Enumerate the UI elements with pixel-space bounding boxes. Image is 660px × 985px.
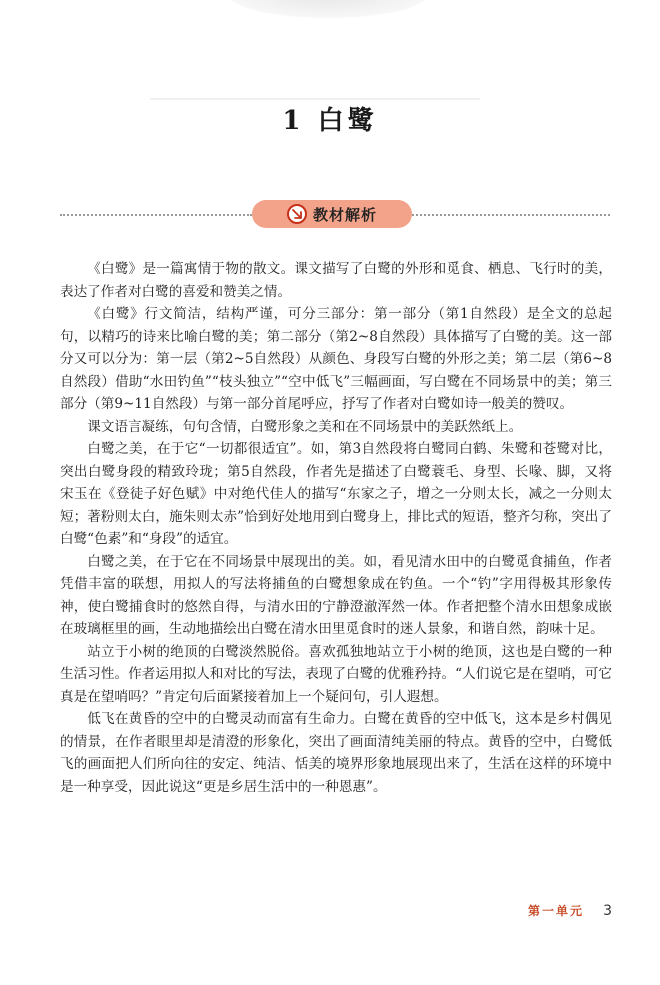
page-title: 1 白鹭 [282,106,378,136]
section-badge [252,200,412,228]
paragraph: 低飞在黄昏的空中的白鹭灵动而富有生命力。白鹭在黄昏的空中低飞，这本是乡村偶见的情景，在作者眼里却是清澄的形象化，突出了画面清纯美丽的特点。黄昏的空中，白鹭低飞的画面把人们所向往的安定、纯洁、恬美的境界形象地展现出来了，生活在这样的环境中是一种享受，因此说这“更是乡居生活中的一种恩惠”。 [60,711,612,795]
paragraph: 站立于小树的绝顶的白鹭淡然脱俗。喜欢孤独地站立于小树的绝顶，这也是白鹭的一种生活习性。作者运用拟人和对比的写法，表现了白鹭的优雅矜持。“人们说它是在望哨，可它真是在望哨吗？”肯定句后面紧接着加上一个疑问句，引人遐想。 [60,643,612,705]
paragraph: 白鹭之美，在于它“一切都很适宜”。如，第3自然段将白鹭同白鹤、朱鹭和苍鹭对比，突出白鹭身段的精致玲珑；第5自然段，作者先是描述了白鹭蓑毛、身型、长喙、脚，又将宋玉在《登徒子好色赋》中对绝代佳人的描写“东家之子，增之一分则太长，减之一分则太短；著粉则太白，施朱则太赤”恰到好处地用到白鹭身上，排比式的短语，整齐匀称，突出了白鹭“色素”和“身段”的适宜。 [60,441,612,547]
paragraph: 课文语言凝练，句句含情，白鹭形象之美和在不同场景中的美跃然纸上。 [87,418,523,435]
dotted-divider-left [60,214,252,216]
body-text [60,258,612,798]
section-header [60,200,610,230]
unit-label: 第一单元 [527,904,584,918]
arrow-down-right-icon [287,204,307,224]
paragraph: 《白鹭》行文简洁，结构严谨，可分三部分：第一部分（第1自然段）是全文的总起句，以精巧的诗来比喻白鹭的美；第二部分（第2~8自然段）具体描写了白鹭的美。这一部分又可以分为：第一层（第2~5自然段）从颜色、身段写白鹭的外形之美；第二层（第6~8自然段）借助“水田钓鱼”“枝头独立”“空中低飞”三幅画面，写白鹭在不同场景中的美；第三部分（第9~11自然段）与第一部分首尾呼应，抒写了作者对白鹭如诗一般美的赞叹。 [60,306,612,412]
section-label: 教材解析 [312,205,377,224]
paragraph: 白鹭之美，在于它在不同场景中展现出的美。如，看见清水田中的白鹭觅食捕鱼，作者凭借丰富的联想，用拟人的写法将捕鱼的白鹭想象成在钓鱼。一个“钓”字用得极其形象传神，使白鹭捕食时的悠然自得，与清水田的宁静澄澈浑然一体。作者把整个清水田想象成嵌在玻璃框里的画，生动地描绘出白鹭在清水田里觅食时的迷人景象，和谐自然，韵味十足。 [60,553,612,637]
paragraph: 《白鹭》是一篇寓情于物的散文。课文描写了白鹭的外形和觅食、栖息、飞行时的美，表达了作者对白鹭的喜爱和赞美之情。 [60,261,612,300]
page-number: 3 [603,903,612,919]
top-decoration [228,0,428,18]
page-footer [0,900,612,919]
dotted-divider-right [412,214,610,216]
